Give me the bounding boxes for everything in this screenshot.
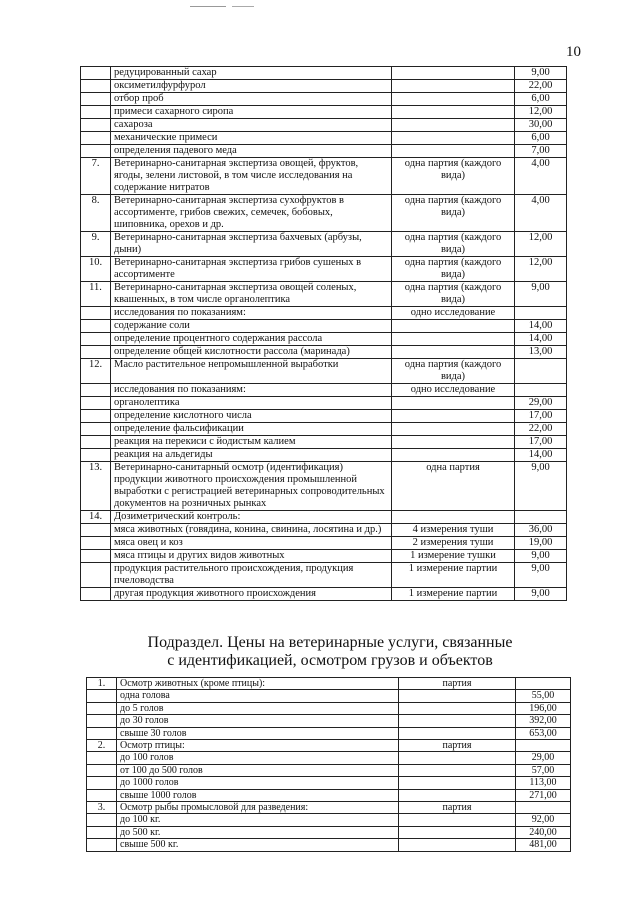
row-price: 9,00 [515, 462, 567, 511]
row-price [516, 740, 571, 752]
row-unit: партия [399, 740, 516, 752]
row-number [87, 752, 117, 764]
top-scan-mark [190, 6, 226, 7]
row-price: 19,00 [515, 537, 567, 550]
row-unit [392, 145, 515, 158]
table-row [81, 119, 567, 132]
row-description: до 30 голов [117, 715, 399, 727]
row-unit: 1 измерение тушки [392, 550, 515, 563]
row-unit: одна партия (каждого вида) [392, 359, 515, 384]
row-price: 55,00 [516, 690, 571, 702]
row-number [87, 727, 117, 739]
row-description: до 5 голов [117, 702, 399, 714]
row-number [87, 777, 117, 789]
table-row [87, 814, 571, 826]
row-number [81, 550, 111, 563]
page-number: 10 [566, 44, 581, 60]
row-number [81, 449, 111, 462]
row-unit [399, 777, 516, 789]
row-unit: одна партия [392, 462, 515, 511]
section-heading-line: Подраздел. Цены на ветеринарные услуги, связанные [147, 634, 513, 651]
row-price: 9,00 [515, 282, 567, 307]
row-unit [392, 106, 515, 119]
row-number [87, 839, 117, 851]
row-number: 12. [81, 359, 111, 384]
row-description: Ветеринарно-санитарная экспертиза овощей соленых, квашенных, в том числе органолептика [111, 282, 392, 307]
table-row [87, 727, 571, 739]
row-unit [399, 826, 516, 838]
row-number: 14. [81, 511, 111, 524]
row-unit [392, 132, 515, 145]
table-row [81, 563, 567, 588]
row-description: определение кислотного числа [111, 410, 392, 423]
row-description: другая продукция животного происхождения [111, 588, 392, 601]
row-number: 2. [87, 740, 117, 752]
row-unit [392, 333, 515, 346]
row-description: отбор проб [111, 93, 392, 106]
row-description: мяса овец и коз [111, 537, 392, 550]
row-description: свыше 1000 голов [117, 789, 399, 801]
row-number [81, 80, 111, 93]
row-price: 29,00 [515, 397, 567, 410]
row-price [515, 384, 567, 397]
table-row [87, 839, 571, 851]
row-unit: 2 измерения туши [392, 537, 515, 550]
row-unit [392, 423, 515, 436]
row-description: до 100 голов [117, 752, 399, 764]
row-description: сахароза [111, 119, 392, 132]
row-price: 4,00 [515, 158, 567, 195]
row-price: 392,00 [516, 715, 571, 727]
row-description: определение процентного содержания рассола [111, 333, 392, 346]
row-number: 9. [81, 232, 111, 257]
row-price: 17,00 [515, 410, 567, 423]
table-row [87, 789, 571, 801]
row-number: 8. [81, 195, 111, 232]
row-number [81, 320, 111, 333]
table-row [87, 678, 571, 690]
row-price: 14,00 [515, 449, 567, 462]
row-price: 12,00 [515, 106, 567, 119]
row-description: до 500 кг. [117, 826, 399, 838]
row-unit [392, 119, 515, 132]
row-description: одна голова [117, 690, 399, 702]
row-number [87, 814, 117, 826]
row-price: 6,00 [515, 93, 567, 106]
row-number: 3. [87, 802, 117, 814]
row-price: 9,00 [515, 550, 567, 563]
row-number [81, 524, 111, 537]
row-description: до 1000 голов [117, 777, 399, 789]
row-number [81, 106, 111, 119]
row-description: Осмотр птицы: [117, 740, 399, 752]
row-number: 13. [81, 462, 111, 511]
row-description: Ветеринарно-санитарная экспертиза овощей, фруктов, ягоды, зелени листовой, в том числе исследования на содержание нитратов [111, 158, 392, 195]
row-description: мяса птицы и других видов животных [111, 550, 392, 563]
row-unit: одно исследование [392, 384, 515, 397]
row-unit [392, 320, 515, 333]
row-unit [399, 702, 516, 714]
row-number: 11. [81, 282, 111, 307]
row-unit [392, 397, 515, 410]
row-description: Ветеринарно-санитарная экспертиза грибов сушеных в ассортименте [111, 257, 392, 282]
table-row [81, 550, 567, 563]
table-row [81, 397, 567, 410]
row-price: 9,00 [515, 563, 567, 588]
row-unit: одна партия (каждого вида) [392, 257, 515, 282]
row-number [81, 119, 111, 132]
row-price: 14,00 [515, 333, 567, 346]
row-number [81, 410, 111, 423]
table-row [81, 158, 567, 195]
row-unit [392, 67, 515, 80]
section-heading [120, 634, 540, 670]
row-price [516, 678, 571, 690]
table-row [81, 282, 567, 307]
row-description: механические примеси [111, 132, 392, 145]
table-row [81, 145, 567, 158]
row-price: 7,00 [515, 145, 567, 158]
row-description: определение фальсификации [111, 423, 392, 436]
row-description: оксиметилфурфурол [111, 80, 392, 93]
row-unit [392, 410, 515, 423]
row-number [81, 346, 111, 359]
row-unit [399, 727, 516, 739]
row-description: исследования по показаниям: [111, 307, 392, 320]
row-price: 22,00 [515, 80, 567, 93]
row-description: Осмотр рыбы промысловой для разведения: [117, 802, 399, 814]
row-price: 9,00 [515, 588, 567, 601]
row-unit [399, 690, 516, 702]
row-number [87, 690, 117, 702]
row-unit [392, 511, 515, 524]
table-row [81, 232, 567, 257]
row-number [81, 145, 111, 158]
table-row [81, 524, 567, 537]
row-description: исследования по показаниям: [111, 384, 392, 397]
table-row [81, 320, 567, 333]
table-row [87, 802, 571, 814]
row-unit: одна партия (каждого вида) [392, 158, 515, 195]
row-price: 92,00 [516, 814, 571, 826]
row-description: определения падевого меда [111, 145, 392, 158]
row-number [81, 132, 111, 145]
row-unit [399, 789, 516, 801]
row-number [87, 702, 117, 714]
row-description: свыше 30 голов [117, 727, 399, 739]
table-row [81, 80, 567, 93]
table-row [81, 423, 567, 436]
row-price: 22,00 [515, 423, 567, 436]
table-row [81, 67, 567, 80]
table-row [81, 333, 567, 346]
row-price: 14,00 [515, 320, 567, 333]
row-unit [392, 436, 515, 449]
row-price: 653,00 [516, 727, 571, 739]
row-unit: одно исследование [392, 307, 515, 320]
row-unit: 4 измерения туши [392, 524, 515, 537]
row-description: мяса животных (говядина, конина, свинина, лосятина и др.) [111, 524, 392, 537]
row-description: продукция растительного происхождения, продукция пчеловодства [111, 563, 392, 588]
table-row [87, 777, 571, 789]
section-heading-line: с идентификацией, осмотром грузов и объектов [167, 652, 493, 669]
table-row [81, 384, 567, 397]
row-price: 12,00 [515, 232, 567, 257]
row-description: свыше 500 кг. [117, 839, 399, 851]
inspection-price-table [86, 677, 571, 852]
row-price: 481,00 [516, 839, 571, 851]
row-number [81, 436, 111, 449]
row-price: 29,00 [516, 752, 571, 764]
row-number [81, 537, 111, 550]
row-number [87, 789, 117, 801]
row-number [87, 715, 117, 727]
table-row [87, 764, 571, 776]
row-price: 17,00 [515, 436, 567, 449]
row-unit: 1 измерение партии [392, 588, 515, 601]
row-unit: одна партия (каждого вида) [392, 195, 515, 232]
row-description: примеси сахарного сиропа [111, 106, 392, 119]
row-description: Масло растительное непромышленной выработки [111, 359, 392, 384]
table-row [81, 359, 567, 384]
table-row [87, 752, 571, 764]
row-unit: партия [399, 802, 516, 814]
row-number [81, 588, 111, 601]
row-description: от 100 до 500 голов [117, 764, 399, 776]
row-description: реакция на перекиси с йодистым калием [111, 436, 392, 449]
table-row [81, 537, 567, 550]
table-row [81, 346, 567, 359]
row-number [81, 563, 111, 588]
row-number: 1. [87, 678, 117, 690]
row-price: 13,00 [515, 346, 567, 359]
row-price: 4,00 [515, 195, 567, 232]
row-unit [392, 346, 515, 359]
row-unit [399, 715, 516, 727]
row-price: 57,00 [516, 764, 571, 776]
row-unit: партия [399, 678, 516, 690]
table-row [81, 93, 567, 106]
row-number [81, 397, 111, 410]
row-price: 12,00 [515, 257, 567, 282]
table-row [81, 449, 567, 462]
row-price: 6,00 [515, 132, 567, 145]
row-price: 240,00 [516, 826, 571, 838]
table-row [81, 588, 567, 601]
row-unit [399, 839, 516, 851]
table-row [81, 436, 567, 449]
table-row [81, 511, 567, 524]
row-description: до 100 кг. [117, 814, 399, 826]
table-row [81, 132, 567, 145]
row-price: 271,00 [516, 789, 571, 801]
top-scan-mark [232, 6, 254, 7]
row-unit [399, 764, 516, 776]
row-price: 30,00 [515, 119, 567, 132]
table-row [81, 106, 567, 119]
row-description: реакция на альдегиды [111, 449, 392, 462]
row-unit [392, 449, 515, 462]
row-unit [399, 752, 516, 764]
row-number [81, 333, 111, 346]
row-price [515, 511, 567, 524]
row-description: Ветеринарно-санитарная экспертиза бахчевых (арбузы, дыни) [111, 232, 392, 257]
row-price: 196,00 [516, 702, 571, 714]
table-row [87, 690, 571, 702]
row-number: 10. [81, 257, 111, 282]
row-number: 7. [81, 158, 111, 195]
table-row [87, 715, 571, 727]
row-description: Ветеринарно-санитарный осмотр (идентификация) продукции животного происхождения промышленной выработки с регистрацией ветеринарных сопроводительных документов на розничных рынках [111, 462, 392, 511]
row-price: 36,00 [515, 524, 567, 537]
row-number [81, 307, 111, 320]
row-price [515, 307, 567, 320]
row-description: Осмотр животных (кроме птицы): [117, 678, 399, 690]
row-number [81, 423, 111, 436]
row-description: органолептика [111, 397, 392, 410]
row-unit: одна партия (каждого вида) [392, 232, 515, 257]
table-row [81, 307, 567, 320]
price-table [80, 66, 567, 601]
table-row [81, 257, 567, 282]
row-price: 113,00 [516, 777, 571, 789]
row-unit [392, 80, 515, 93]
row-unit: одна партия (каждого вида) [392, 282, 515, 307]
row-number [87, 764, 117, 776]
table-row [87, 826, 571, 838]
row-description: Ветеринарно-санитарная экспертиза сухофруктов в ассортименте, грибов свежих, семечек, бобовых, шиповника, орехов и др. [111, 195, 392, 232]
row-unit [399, 814, 516, 826]
table-row [81, 462, 567, 511]
table-row [81, 195, 567, 232]
row-number [87, 826, 117, 838]
table-row [87, 740, 571, 752]
row-price [516, 802, 571, 814]
row-unit: 1 измерение партии [392, 563, 515, 588]
row-number [81, 93, 111, 106]
row-description: Дозиметрический контроль: [111, 511, 392, 524]
row-price: 9,00 [515, 67, 567, 80]
table-row [81, 410, 567, 423]
row-number [81, 384, 111, 397]
row-price [515, 359, 567, 384]
row-unit [392, 93, 515, 106]
table-row [87, 702, 571, 714]
row-description: редуцированный сахар [111, 67, 392, 80]
row-description: содержание соли [111, 320, 392, 333]
row-number [81, 67, 111, 80]
row-description: определение общей кислотности рассола (маринада) [111, 346, 392, 359]
